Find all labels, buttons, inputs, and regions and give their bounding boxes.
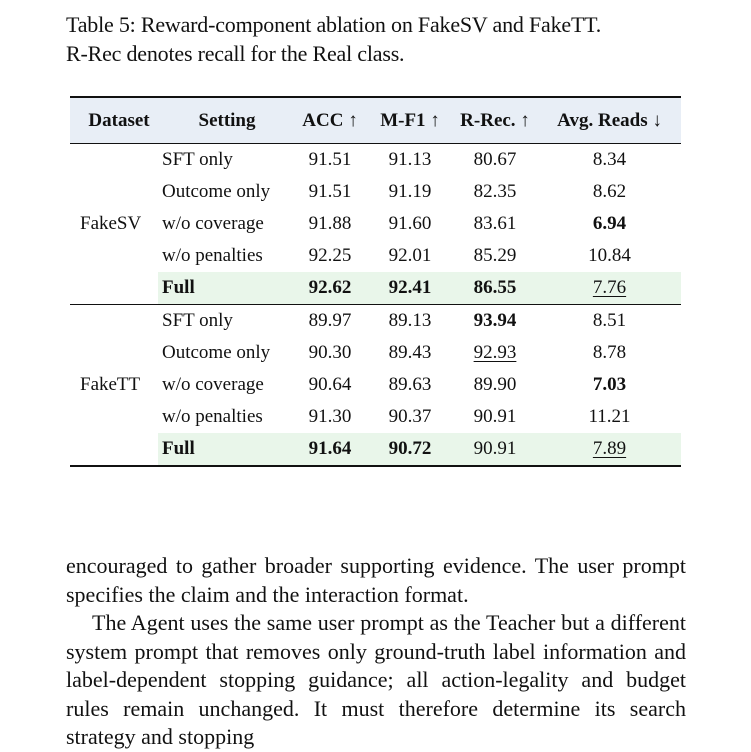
table-caption xyxy=(66,10,686,68)
reads-cell: 8.51 xyxy=(592,310,627,331)
acc-cell: 90.64 xyxy=(308,374,352,395)
setting-cell: w/o penalties xyxy=(162,406,263,427)
body-text xyxy=(66,552,686,752)
mf1-cell-best: 90.72 xyxy=(368,433,452,466)
mf1-cell: 89.43 xyxy=(388,342,432,363)
acc-cell: 91.88 xyxy=(308,213,352,234)
rrec-cell: 89.90 xyxy=(473,374,517,395)
rrec-cell-best: 86.55 xyxy=(452,272,538,305)
setting-cell: Full xyxy=(158,272,292,305)
rrec-cell: 90.91 xyxy=(452,433,538,466)
table-row xyxy=(70,401,681,433)
ablation-table xyxy=(70,96,681,467)
acc-cell: 90.30 xyxy=(308,342,352,363)
mf1-cell: 91.13 xyxy=(388,149,432,170)
mf1-cell-best: 92.41 xyxy=(368,272,452,305)
paragraph: encouraged to gather broader supporting evidence. The user prompt specifies the claim and the interaction format. xyxy=(66,553,686,607)
setting-cell: Full xyxy=(158,433,292,466)
header-mf1: M-F1 ↑ xyxy=(380,109,440,131)
header-avg-reads: Avg. Reads ↓ xyxy=(557,109,662,131)
acc-cell-best: 92.62 xyxy=(292,272,368,305)
acc-cell: 91.30 xyxy=(308,406,352,427)
table-row xyxy=(70,144,681,177)
rrec-cell: 82.35 xyxy=(473,181,517,202)
reads-cell: 10.84 xyxy=(588,245,631,266)
mf1-cell: 89.13 xyxy=(388,310,432,331)
mf1-cell: 91.60 xyxy=(388,213,432,234)
setting-cell: w/o penalties xyxy=(162,245,263,266)
reads-cell-second: 7.89 xyxy=(538,433,681,466)
table-row xyxy=(70,369,681,401)
caption-line-2: R-Rec denotes recall for the Real class. xyxy=(66,41,405,66)
mf1-cell: 89.63 xyxy=(388,374,432,395)
acc-cell: 89.97 xyxy=(308,310,352,331)
header-rrec: R-Rec. ↑ xyxy=(460,109,530,131)
rrec-cell: 83.61 xyxy=(473,213,517,234)
header-dataset: Dataset xyxy=(88,109,150,131)
rrec-cell-second: 92.93 xyxy=(473,342,517,363)
rrec-cell: 85.29 xyxy=(473,245,517,266)
setting-cell: SFT only xyxy=(162,149,233,170)
rrec-cell: 90.91 xyxy=(473,406,517,427)
header-setting: Setting xyxy=(198,109,256,131)
setting-cell: w/o coverage xyxy=(162,374,264,395)
reads-cell: 8.78 xyxy=(592,342,627,363)
rrec-cell-best: 93.94 xyxy=(473,310,517,331)
rrec-cell: 80.67 xyxy=(473,149,517,170)
table-row xyxy=(70,176,681,208)
table-row-full xyxy=(70,433,681,466)
caption-line-1: Table 5: Reward-component ablation on FakeSV and FakeTT. xyxy=(66,12,602,37)
header-acc: ACC ↑ xyxy=(302,109,358,131)
mf1-cell: 92.01 xyxy=(388,245,432,266)
table-row xyxy=(70,240,681,272)
dataset-cell-fakett: FakeTT xyxy=(80,374,141,395)
reads-cell-best: 7.03 xyxy=(592,374,627,395)
acc-cell: 92.25 xyxy=(308,245,352,266)
setting-cell: Outcome only xyxy=(162,181,271,202)
reads-cell-second: 7.76 xyxy=(538,272,681,305)
reads-cell: 8.62 xyxy=(592,181,627,202)
table-row xyxy=(70,337,681,369)
mf1-cell: 90.37 xyxy=(388,406,432,427)
setting-cell: SFT only xyxy=(162,310,233,331)
dataset-cell-fakesv: FakeSV xyxy=(80,213,142,234)
setting-cell: w/o coverage xyxy=(162,213,264,234)
setting-cell: Outcome only xyxy=(162,342,271,363)
reads-cell: 8.34 xyxy=(592,149,627,170)
table-row xyxy=(70,305,681,338)
reads-cell-best: 6.94 xyxy=(592,213,627,234)
mf1-cell: 91.19 xyxy=(388,181,432,202)
reads-cell: 11.21 xyxy=(588,406,631,427)
acc-cell: 91.51 xyxy=(308,181,352,202)
paragraph: The Agent uses the same user prompt as the Teacher but a different system prompt that removes only ground-truth label information and label-dependent stopping guidance; all action-legality and budget rules remain unchanged. It must therefore determine its search strategy and stopping xyxy=(66,610,686,749)
table-header-row xyxy=(70,97,681,144)
table-row-full xyxy=(70,272,681,305)
table-row xyxy=(70,208,681,240)
acc-cell: 91.51 xyxy=(308,149,352,170)
acc-cell-best: 91.64 xyxy=(292,433,368,466)
